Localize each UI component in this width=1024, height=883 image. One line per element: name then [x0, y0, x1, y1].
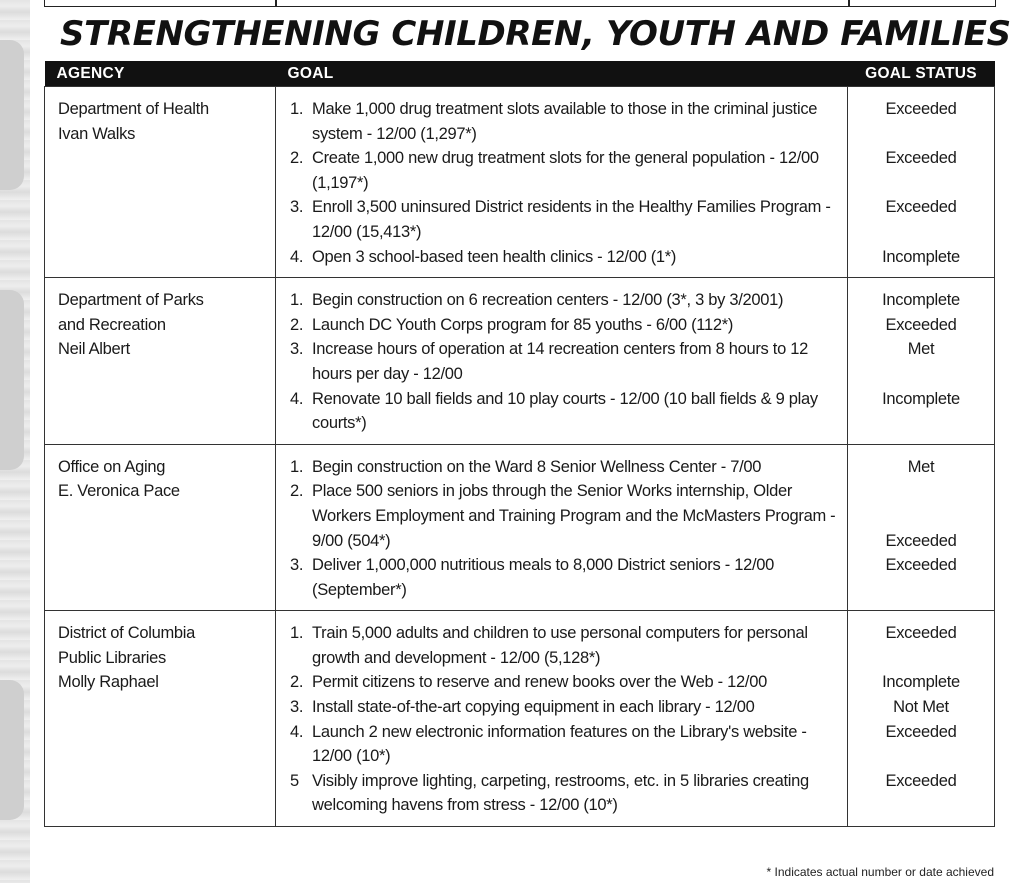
agency-name-line: E. Veronica Pace: [58, 482, 180, 501]
goal-number: 1.: [290, 624, 304, 643]
goal-status: Met: [907, 457, 935, 476]
goal-list: [290, 288, 843, 436]
goal-text: Increase hours of operation at 14 recreation centers from 8 hours to 12 hours per day - 12/00: [312, 340, 808, 383]
goal-text: Create 1,000 new drug treatment slots for the general population - 12/00 (1,197*): [312, 149, 819, 192]
goal-status: [850, 479, 992, 504]
goal-list: [290, 621, 843, 818]
goal-number: 1.: [290, 100, 304, 118]
goal-text: Launch DC Youth Corps program for 85 youths - 6/00 (112*): [312, 315, 734, 334]
goal-item: [290, 313, 843, 338]
goal-text: Enroll 3,500 uninsured District residents in the Healthy Families Program - 12/00 (15,413*): [312, 198, 831, 241]
goal-cell: [276, 278, 848, 445]
goal-status: [850, 171, 992, 196]
goal-number: 3.: [290, 556, 304, 575]
goal-number: 4.: [290, 389, 304, 408]
goal-cell: [276, 444, 848, 611]
goal-status: Incomplete: [882, 247, 960, 266]
goal-number: 2.: [290, 149, 304, 168]
agency-name-line: Neil Albert: [58, 340, 130, 359]
goal-number: 4.: [290, 722, 304, 741]
goal-number: 3.: [290, 340, 304, 359]
goal-number: 1.: [290, 457, 304, 476]
agency-name-line: Ivan Walks: [58, 124, 136, 143]
agency-name-line: Department of Health: [58, 100, 209, 118]
table-row: [45, 444, 995, 611]
goal-cell: [276, 87, 848, 278]
goal-status: Exceeded: [885, 722, 957, 741]
goal-status: Exceeded: [885, 556, 957, 575]
margin-shape: [0, 40, 24, 190]
goal-number: 4.: [290, 247, 304, 266]
margin-shape: [0, 680, 24, 820]
section-title: STRENGTHENING CHILDREN, YOUTH AND FAMILIES: [60, 14, 1011, 54]
goal-status: Exceeded: [885, 531, 957, 550]
goal-item: [290, 288, 843, 313]
goal-status: [850, 220, 992, 245]
agency-name-line: Office on Aging: [58, 457, 166, 476]
goal-status: Exceeded: [885, 315, 957, 334]
goal-number: 5: [290, 771, 299, 790]
goal-status: [850, 504, 992, 529]
goal-number: 3.: [290, 198, 304, 217]
goal-number: 2.: [290, 673, 304, 692]
goal-text: Install state-of-the-art copying equipment in each library - 12/00: [312, 698, 755, 717]
agency-column-header: AGENCY: [45, 61, 276, 87]
goal-status-cell: [848, 87, 995, 278]
column-divider: [848, 0, 850, 6]
goal-column-header: GOAL: [276, 61, 848, 87]
goals-table: [44, 61, 995, 827]
table-header-row: [45, 61, 995, 87]
goal-text: Begin construction on the Ward 8 Senior Wellness Center - 7/00: [312, 457, 762, 476]
table-body: [45, 87, 995, 827]
goal-number: 3.: [290, 698, 304, 717]
goal-status: Exceeded: [885, 100, 957, 118]
left-margin-strip: [0, 0, 30, 883]
goal-status: Not Met: [893, 698, 949, 717]
agency-name-line: Department of Parks: [58, 291, 204, 310]
status-column-header: GOAL STATUS: [848, 61, 995, 87]
goal-list: [290, 455, 843, 603]
goal-status: Incomplete: [882, 291, 960, 310]
goal-item: [290, 455, 843, 480]
agency-name-line: Public Libraries: [58, 648, 167, 667]
agency-cell: [45, 444, 276, 611]
goal-item: [290, 146, 843, 195]
goal-item: [290, 621, 843, 670]
goal-number: 2.: [290, 482, 304, 501]
goal-item: [290, 479, 843, 553]
goal-status: Exceeded: [885, 771, 957, 790]
goal-list: [290, 97, 843, 269]
goal-number: 2.: [290, 315, 304, 334]
goal-status: Exceeded: [885, 149, 957, 168]
goal-item: [290, 195, 843, 244]
margin-shape: [0, 290, 24, 470]
goal-status: Exceeded: [885, 624, 957, 643]
goal-item: [290, 553, 843, 602]
goal-item: [290, 720, 843, 769]
goal-text: Visibly improve lighting, carpeting, restrooms, etc. in 5 libraries creating welcoming havens from stress - 12/00 (10*): [312, 771, 809, 815]
goal-item: [290, 245, 843, 270]
table-row: [45, 611, 995, 827]
goal-status-cell: [848, 444, 995, 611]
goal-status-cell: [848, 611, 995, 827]
goal-item: [290, 695, 843, 720]
agency-cell: [45, 87, 276, 278]
goal-status: [850, 646, 992, 671]
goal-status: [850, 122, 992, 147]
goal-text: Make 1,000 drug treatment slots available to those in the criminal justice system - 12/00 (1,297*): [312, 100, 818, 143]
goal-text: Open 3 school-based teen health clinics - 12/00 (1*): [312, 247, 677, 266]
goal-text: Renovate 10 ball fields and 10 play courts - 12/00 (10 ball fields & 9 play courts*): [312, 389, 818, 433]
goal-number: 1.: [290, 291, 304, 310]
previous-table-edge: [44, 0, 996, 7]
goal-item: [290, 670, 843, 695]
goal-status: [850, 744, 992, 769]
agency-cell: [45, 278, 276, 445]
goal-status: Met: [907, 340, 935, 359]
goal-text: Deliver 1,000,000 nutritious meals to 8,000 District seniors - 12/00 (September*): [312, 556, 775, 599]
goal-status: Incomplete: [882, 389, 960, 408]
goal-status: Incomplete: [882, 673, 960, 692]
goal-status-cell: [848, 278, 995, 445]
footnote: * Indicates actual number or date achieved: [766, 865, 994, 879]
table-row: [45, 87, 995, 278]
goal-text: Permit citizens to reserve and renew books over the Web - 12/00: [312, 673, 767, 692]
goal-item: [290, 337, 843, 386]
goal-item: [290, 387, 843, 436]
table-row: [45, 278, 995, 445]
column-divider: [275, 0, 277, 6]
agency-name-line: and Recreation: [58, 315, 166, 334]
goal-text: Place 500 seniors in jobs through the Senior Works internship, Older Workers Employment and Training Program and the McMasters Program - 9/00 (504*): [312, 482, 836, 550]
goal-item: [290, 97, 843, 146]
agency-name-line: Molly Raphael: [58, 673, 159, 692]
goal-status: Exceeded: [885, 198, 957, 217]
goal-text: Launch 2 new electronic information features on the Library's website - 12/00 (10*): [312, 722, 807, 766]
goal-text: Begin construction on 6 recreation centers - 12/00 (3*, 3 by 3/2001): [312, 291, 784, 310]
agency-cell: [45, 611, 276, 827]
goal-status: [850, 362, 992, 387]
goal-item: [290, 769, 843, 818]
goal-cell: [276, 611, 848, 827]
goal-text: Train 5,000 adults and children to use personal computers for personal growth and development - 12/00 (5,128*): [312, 624, 808, 667]
agency-name-line: District of Columbia: [58, 624, 196, 643]
